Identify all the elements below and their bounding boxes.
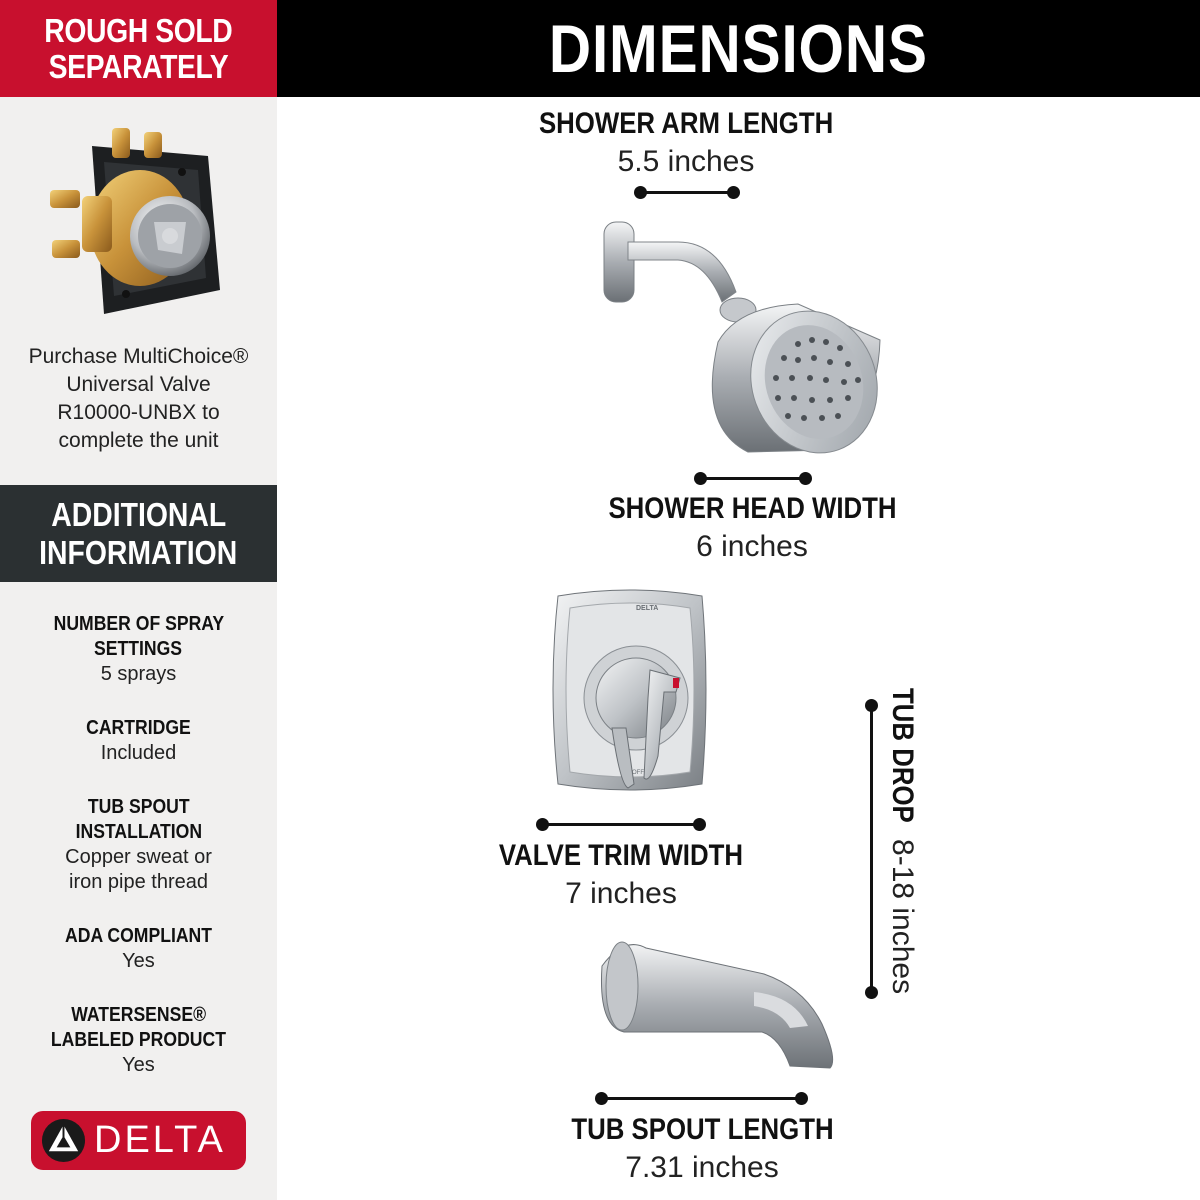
info-item-ada-compliant (0, 924, 277, 974)
rough-valve-image (48, 118, 230, 328)
tub-drop-name: TUB DROP (886, 688, 919, 823)
shower-arm-dimension-line (640, 191, 734, 194)
shower-head-name: SHOWER HEAD WIDTH (607, 492, 897, 525)
tub-drop-value: 8-18 inches (886, 839, 919, 995)
tub-spout-dimension-line (601, 1097, 802, 1100)
shower-head-image (598, 212, 888, 462)
shower-head-value: 6 inches (696, 530, 808, 563)
shower-head-dimension-line (700, 477, 806, 480)
valve-off-text: OFF (632, 770, 644, 776)
purchase-line-1: Purchase MultiChoice® (28, 345, 249, 368)
delta-logo (31, 1111, 246, 1170)
trim-plate-text: DELTA (636, 605, 659, 612)
info-label: ADA COMPLIANT (65, 925, 212, 947)
info-label: LABELED PRODUCT (50, 1029, 227, 1051)
shower-head-label (552, 491, 952, 567)
purchase-line-4: complete the unit (58, 429, 219, 452)
rough-banner-line-2: SEPARATELY (48, 47, 229, 85)
tub-spout-value: 7.31 inches (625, 1151, 779, 1184)
info-item-watersense (0, 1003, 277, 1078)
valve-trim-label (421, 838, 821, 914)
shower-arm-name: SHOWER ARM LENGTH (538, 107, 834, 140)
info-value: Copper sweat or (65, 846, 212, 868)
purchase-note (0, 343, 277, 455)
purchase-line-2: Universal Valve (66, 373, 211, 396)
page-title: DIMENSIONS (548, 10, 929, 87)
rough-banner-line-1: ROUGH SOLD (44, 11, 233, 49)
tub-spout-name: TUB SPOUT LENGTH (570, 1113, 834, 1146)
tub-spout-label (502, 1112, 902, 1188)
delta-logo-text: DELTA (94, 1119, 226, 1161)
info-label: NUMBER OF SPRAY (53, 613, 224, 635)
valve-trim-image (540, 588, 720, 810)
info-item-tub-spout-installation (0, 795, 277, 895)
info-item-cartridge (0, 716, 277, 766)
rough-sold-separately-banner (0, 0, 277, 97)
info-item-spray-settings (0, 612, 277, 687)
dimensions-header (277, 0, 1200, 97)
info-label: SETTINGS (94, 638, 183, 660)
info-value: Included (100, 742, 177, 764)
info-label: INSTALLATION (75, 821, 202, 843)
additional-information-banner (0, 485, 277, 582)
tub-drop-dimension-line (870, 705, 873, 993)
info-label: WATERSENSE® (71, 1004, 206, 1026)
valve-trim-dimension-line (542, 823, 700, 826)
info-label: TUB SPOUT (87, 796, 190, 818)
additional-banner-line-1: ADDITIONAL (50, 495, 226, 533)
shower-arm-value: 5.5 inches (617, 145, 755, 178)
info-value: Yes (122, 1054, 155, 1076)
info-value: 5 sprays (100, 663, 177, 685)
shower-arm-label (486, 106, 886, 182)
left-panel (0, 0, 277, 1200)
tub-spout-image (594, 936, 844, 1076)
delta-triangle-icon (41, 1118, 86, 1163)
valve-trim-value: 7 inches (565, 877, 677, 910)
info-value: Yes (122, 950, 155, 972)
additional-banner-line-2: INFORMATION (39, 533, 238, 571)
info-value: iron pipe thread (69, 871, 208, 893)
tub-drop-label (882, 688, 922, 1018)
purchase-line-3: R10000-UNBX to (57, 401, 220, 424)
valve-trim-name: VALVE TRIM WIDTH (498, 839, 744, 872)
info-label: CARTRIDGE (86, 717, 191, 739)
